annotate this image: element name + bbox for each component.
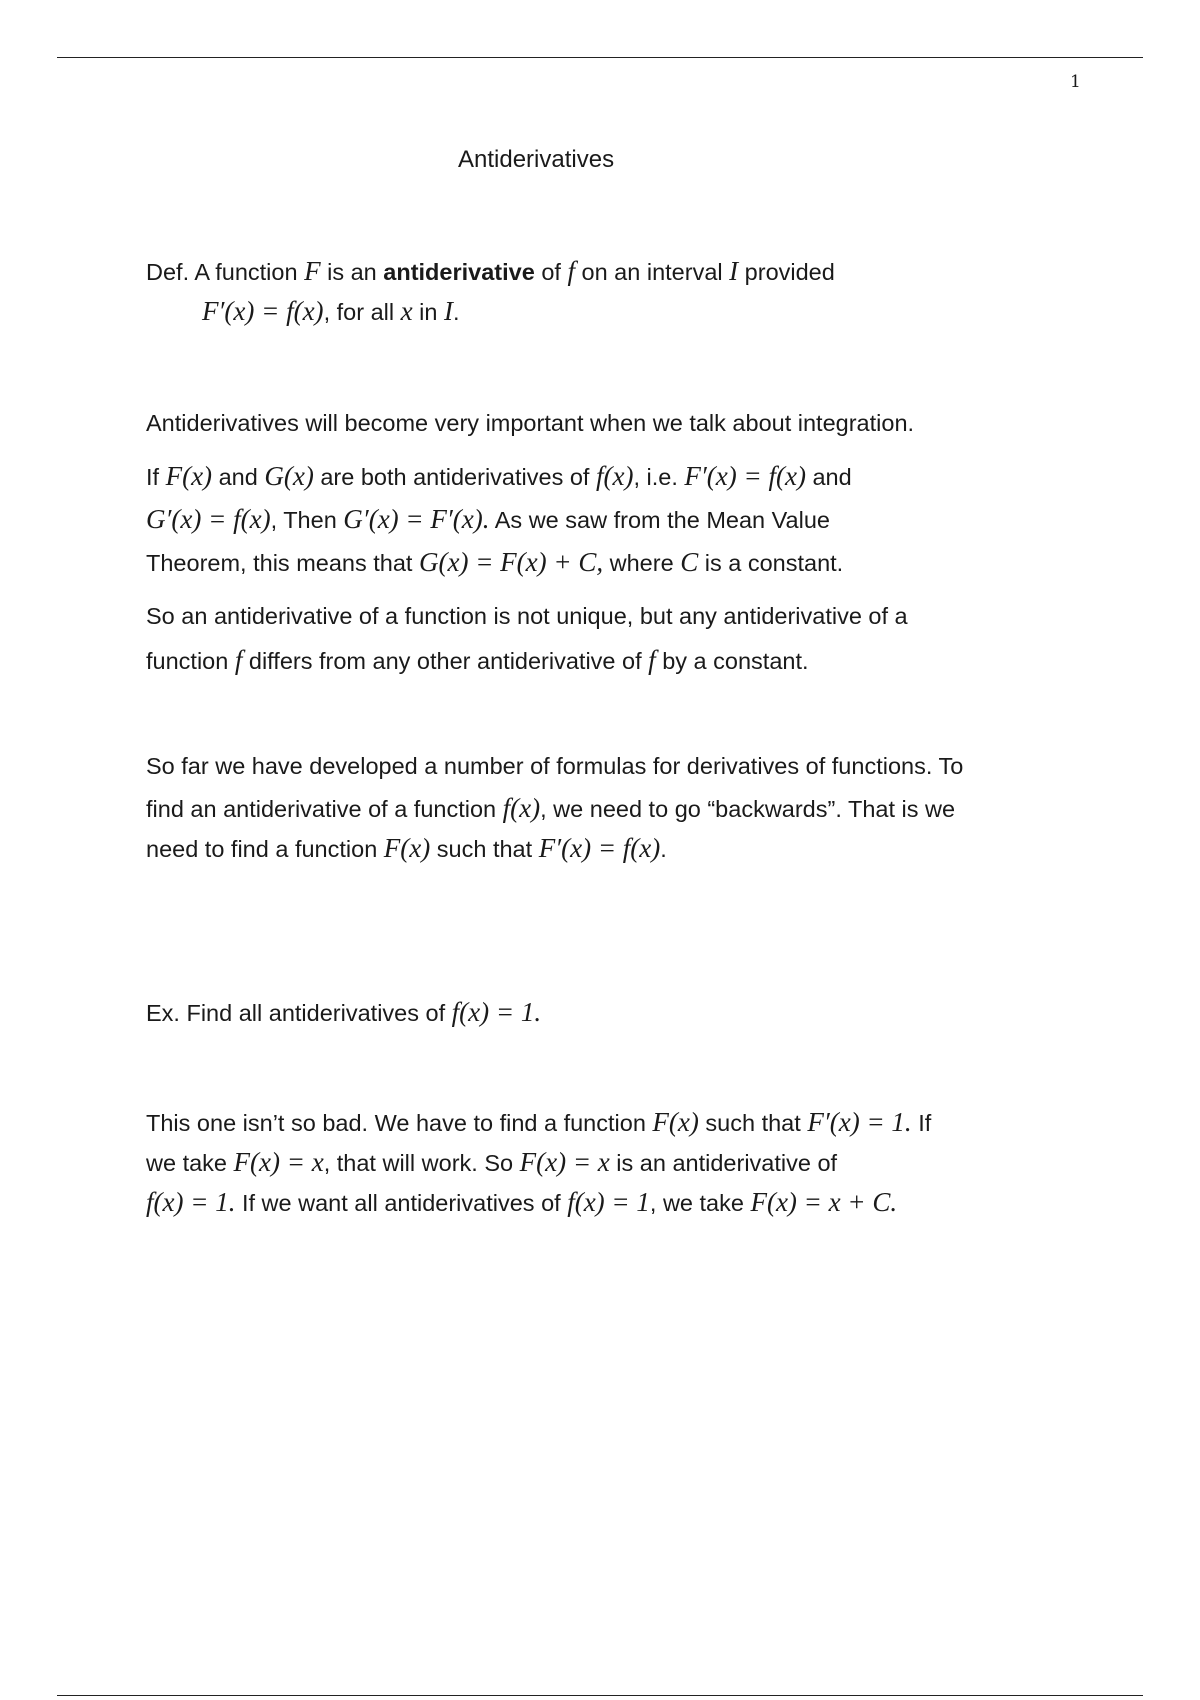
definition <box>146 256 835 327</box>
antiderivative-term: antiderivative <box>383 259 535 285</box>
backwards-line-2: find an antiderivative of a function f(x), we need to go “backwards”. That is we <box>146 793 956 823</box>
page-number: 1 <box>1070 72 1081 92</box>
integration-paragraph: Antiderivatives will become very important when we talk about integration. <box>146 410 915 436</box>
page-title: Antiderivatives <box>458 146 615 173</box>
constant-line-2: function f differs from any other antiderivative of f by a constant. <box>146 645 809 675</box>
constant-paragraph: So an antiderivative of a function is not unique, but any antiderivative of a function f differs from any other antiderivative of f by a constant. <box>146 603 908 675</box>
solution-line-2: we take F(x) = x, that will work. So F(x) = x is an antiderivative of <box>146 1147 838 1177</box>
top-rule <box>57 57 1143 58</box>
uniqueness-line-2: G′(x) = f(x), Then G′(x) = F′(x). As we saw from the Mean Value <box>146 504 830 534</box>
backwards-line-3: need to find a function F(x) such that F′(x) = f(x). <box>146 833 667 863</box>
definition-line-2: F′(x) = f(x), for all x in I. <box>202 296 460 326</box>
bottom-rule <box>57 1695 1143 1696</box>
solution-paragraph <box>146 1107 931 1218</box>
backwards-paragraph: So far we have developed a number of formulas for derivatives of functions. To find an antiderivative of a function f(x), we need to go “backwards”. That is we need to find a function F(x) such that F′(x) = f(x). <box>146 753 964 863</box>
uniqueness-line-1: If F(x) and G(x) are both antiderivatives of f(x), i.e. F′(x) = f(x) and <box>146 461 852 491</box>
uniqueness-line-3: Theorem, this means that G(x) = F(x) + C, where C is a constant. <box>146 547 844 577</box>
definition-line-1: Def. A function F is an antiderivative of f on an interval I provided <box>146 256 835 286</box>
uniqueness-paragraph <box>146 461 852 578</box>
solution-line-3: f(x) = 1. If we want all antiderivatives of f(x) = 1, we take F(x) = x + C. <box>146 1187 898 1217</box>
example: Ex. Find all antiderivatives of f(x) = 1. <box>146 997 542 1027</box>
solution-line-1: This one isn’t so bad. We have to find a function F(x) such that F′(x) = 1. If <box>146 1107 932 1137</box>
